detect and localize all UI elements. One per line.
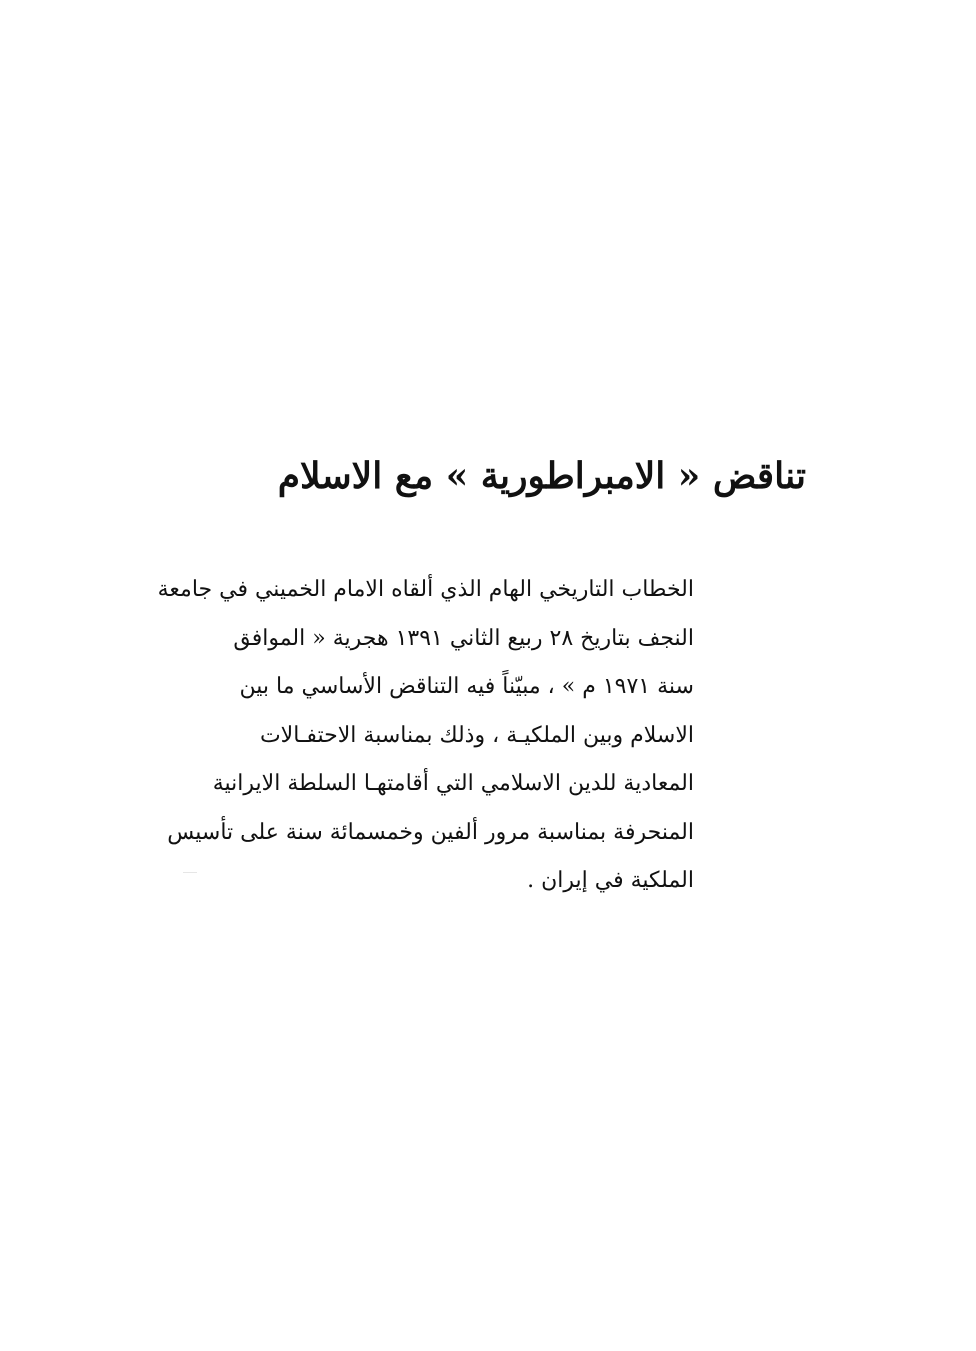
paragraph-line: المعادية للدين الاسلامي التي أقامتهـا السلطة الايرانية [212, 771, 694, 796]
scan-artifact [183, 872, 197, 873]
paragraph-line: النجف بتاريخ ٢٨ ربيع الثاني ١٣٩١ هجرية « الموافق [233, 625, 694, 651]
paragraph-line: المنحرفة بمناسبة مرور ألفين وخمسمائة سنة على تأسيس [167, 819, 694, 845]
paragraph-line: سنة ١٩٧١ م » ، مبيّناً فيه التناقض الأساسي ما بين [239, 674, 694, 699]
paragraph-line: الخطاب التاريخي الهام الذي ألقاه الامام الخميني في جامعة [157, 577, 694, 602]
chapter-title: تناقض « الامبراطورية » مع الاسلام [277, 455, 806, 497]
intro-paragraph [154, 566, 694, 906]
paragraph-line: الاسلام وبين الملكيـة ، وذلك بمناسبة الاحتفـالات [259, 722, 694, 748]
paragraph-line: الملكية في إيران . [527, 868, 694, 893]
